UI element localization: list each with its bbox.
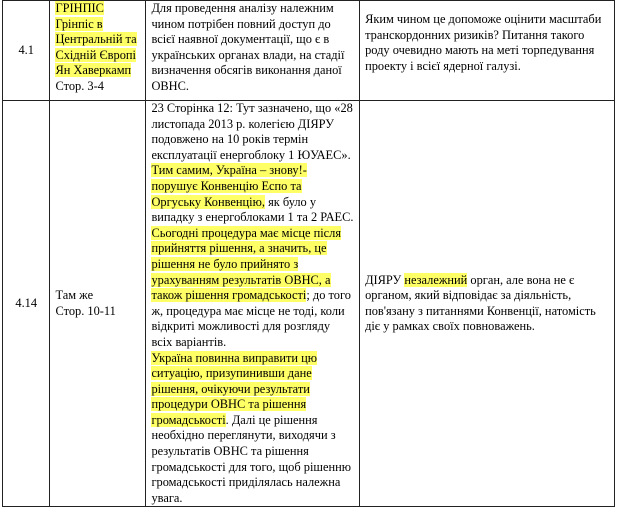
highlighted-text: Сьогодні процедура має місце після прийняття рішення, а значить, це рішення не було прийнято з урахуванням результатів ОВНС, а також рішення громадськості [151, 225, 342, 303]
source-page: Стор. 3-4 [55, 78, 104, 93]
source-ref: Там же [55, 288, 94, 303]
comments-table [2, 0, 615, 507]
source-org-line: ГРІНПІС [55, 1, 104, 15]
comment-paragraph-1: 23 Сторінка 12: Тут зазначено, що «28 листопада 2013 р. колегією ДІЯРУ подовжено на 10 років термін експлуатації енергоблоку 1 ЮУАЕС». Тим самим, Україна – знову!- порушує Конвенцію Еспо та Оргуську Конвенцію, як було у випадку з енергоблоками 1 та 2 РАЕС. Сьогодні процедура має місце після прийняття рішення, а значить, це рішення не було прийнято з урахуванням результатів ОВНС, а також рішення громадськості; до того ж, процедура має місце не тоді, коли відкриті можливості для розгляду всіх варіантів. [151, 101, 354, 349]
source-author-line: Ян Хаверкамп [55, 63, 132, 78]
table-row [3, 101, 615, 507]
row-number: 4.14 [3, 101, 50, 507]
row-number: 4.1 [3, 1, 50, 101]
source-org-line: Східній Європі [55, 47, 136, 62]
highlighted-text: Тим самим, Україна – знову!- порушує Конвенцію Еспо та Оргуську Конвенцію, [151, 163, 307, 209]
source-org-line: Центральній та [55, 32, 137, 47]
table-row [3, 1, 615, 101]
source-org-line: Грінпіс в [55, 16, 103, 31]
response-text: ДІЯРУ незалежний орган, але вона не є органом, який відповідає за діяльність, пов'язану з питаннями Конвенції, натомість діє у рамках своїх повноважень. [365, 272, 596, 334]
source-cell [50, 1, 146, 101]
highlighted-text: незалежний [404, 272, 468, 287]
source-page: Стор. 10-11 [55, 303, 116, 318]
comment-cell [146, 1, 360, 101]
response-cell [360, 1, 615, 101]
highlighted-text: Україна повинна виправити цю ситуацію, призупинивши дане рішення, очікуючи результати процедури ОВНС та рішення громадськості [151, 350, 317, 427]
comment-paragraph-2: Україна повинна виправити цю ситуацію, призупинивши дане рішення, очікуючи результати процедури ОВНС та рішення громадськості. Далі це рішення необхідно переглянути, виходячи з результатів ОВНС та рішення громадськості для того, щоб рішенню громадськості приділялась належна увага. [151, 350, 351, 505]
response-cell [360, 101, 615, 507]
response-text: Яким чином це допоможе оцінити масштаби транскордонних ризиків? Питання такого роду очевидно мають на меті торпедування проекту і всієї ядерної галузі. [365, 12, 602, 73]
comment-text: Для проведення аналізу належним чином потрібен повний доступ до всієї наявної документації, що є в українських органах влади, на стадії визначення обсягів виконання даної ОВНС. [151, 1, 345, 93]
comment-cell [146, 101, 360, 507]
source-cell [50, 101, 146, 507]
